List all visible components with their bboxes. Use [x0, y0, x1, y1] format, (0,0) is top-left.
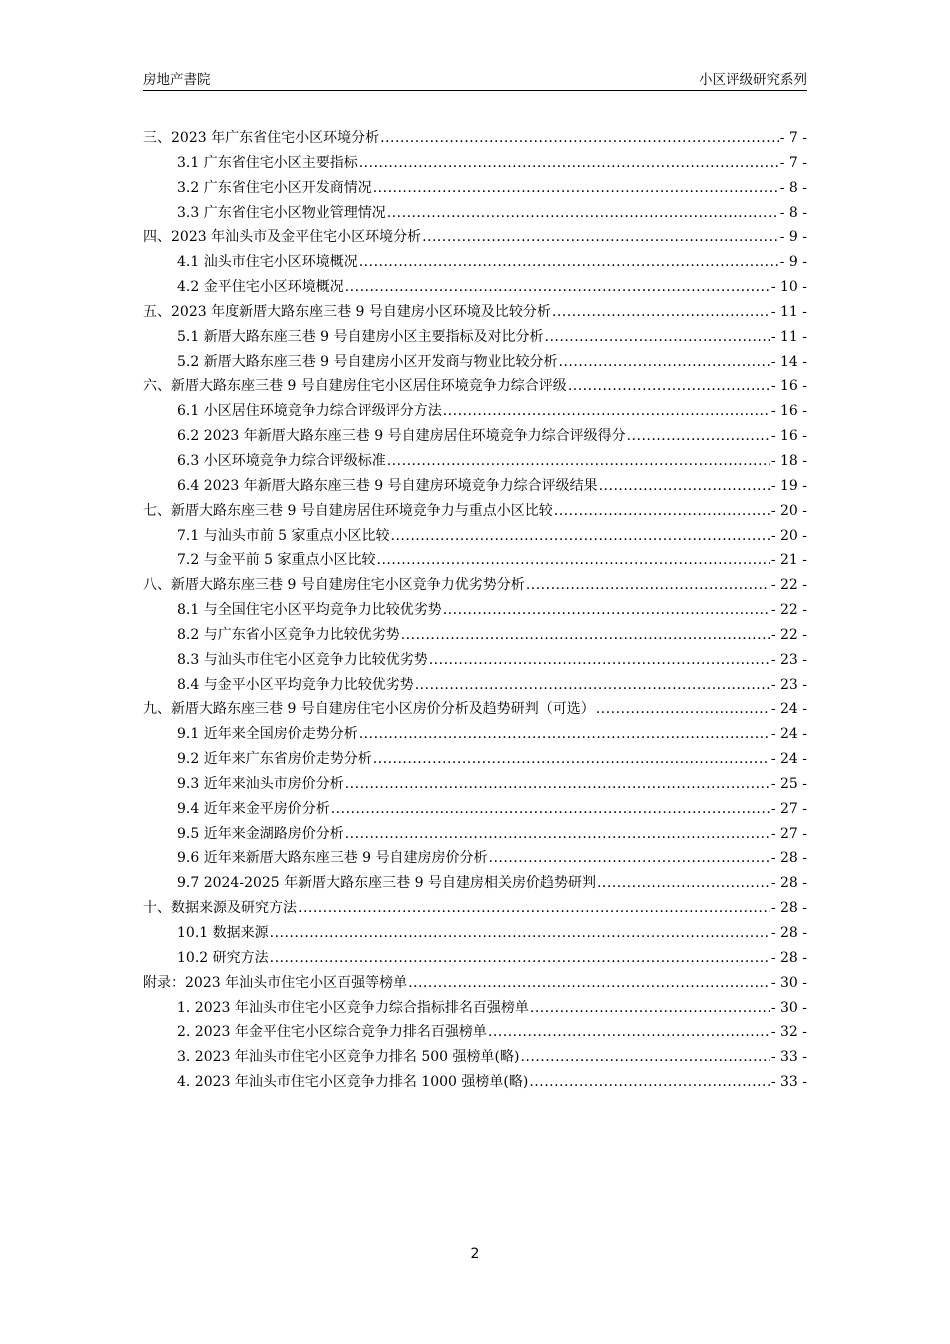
toc-dot-leader: [568, 374, 770, 399]
toc-section-entry[interactable]: [143, 797, 807, 822]
toc-dot-leader: [345, 275, 770, 300]
toc-chapter-entry[interactable]: [143, 573, 807, 598]
toc-entry-title: 9.4 近年来金平房价分析: [177, 800, 330, 817]
toc-section-entry[interactable]: [143, 275, 807, 300]
toc-entry-page: - 16 -: [770, 403, 807, 420]
toc-dot-leader: [373, 176, 779, 201]
toc-entry-title: 6.2 2023 年新厝大路东座三巷 9 号自建房居住环境竞争力综合评级得分: [177, 428, 626, 445]
toc-dot-leader: [345, 822, 770, 847]
table-of-contents: [143, 126, 807, 1095]
toc-entry-title: 6.3 小区环境竞争力综合评级标准: [177, 452, 386, 469]
toc-section-entry[interactable]: [143, 648, 807, 673]
toc-entry-page: - 7 -: [779, 130, 807, 146]
toc-dot-leader: [443, 598, 770, 623]
toc-dot-leader: [559, 350, 770, 375]
toc-entry-title: 7.2 与金平前 5 家重点小区比较: [177, 552, 376, 569]
toc-entry-page: - 20 -: [770, 527, 807, 544]
toc-entry-page: - 25 -: [770, 775, 807, 792]
toc-entry-page: - 7 -: [779, 154, 807, 171]
toc-entry-title: 九、新厝大路东座三巷 9 号自建房住宅小区房价分析及趋势研判（可选）: [143, 701, 595, 718]
toc-entry-page: - 16 -: [770, 378, 807, 395]
toc-section-entry[interactable]: [143, 151, 807, 176]
toc-entry-page: - 27 -: [770, 800, 807, 817]
toc-dot-leader: [377, 548, 770, 573]
toc-chapter-entry[interactable]: [143, 126, 807, 151]
toc-entry-title: 六、新厝大路东座三巷 9 号自建房住宅小区居住环境竞争力综合评级: [143, 378, 567, 395]
toc-dot-leader: [530, 996, 770, 1021]
toc-dot-leader: [422, 225, 779, 250]
toc-section-entry[interactable]: [143, 1045, 807, 1070]
toc-entry-page: - 23 -: [770, 651, 807, 668]
toc-section-entry[interactable]: [143, 449, 807, 474]
toc-section-entry[interactable]: [143, 399, 807, 424]
toc-entry-page: - 28 -: [770, 925, 807, 941]
toc-entry-page: - 30 -: [770, 974, 807, 991]
toc-entry-title: 9.6 近年来新厝大路东座三巷 9 号自建房房价分析: [177, 850, 488, 867]
toc-entry-title: 9.7 2024-2025 年新厝大路东座三巷 9 号自建房相关房价趋势研判: [177, 875, 596, 892]
toc-chapter-entry[interactable]: [143, 499, 807, 524]
toc-chapter-entry[interactable]: [143, 374, 807, 399]
toc-section-entry[interactable]: [143, 1070, 807, 1095]
toc-dot-leader: [380, 126, 779, 151]
toc-section-entry[interactable]: [143, 747, 807, 772]
toc-entry-title: 4.1 汕头市住宅小区环境概况: [177, 254, 358, 271]
toc-entry-page: - 19 -: [770, 477, 807, 494]
toc-entry-title: 3.3 广东省住宅小区物业管理情况: [177, 204, 386, 221]
toc-dot-leader: [345, 772, 770, 797]
toc-dot-leader: [489, 846, 770, 871]
toc-entry-title: 附录：2023 年汕头市住宅小区百强等榜单: [143, 974, 408, 991]
toc-entry-page: - 27 -: [770, 825, 807, 842]
toc-dot-leader: [443, 399, 770, 424]
toc-entry-title: 5.2 新厝大路东座三巷 9 号自建房小区开发商与物业比较分析: [177, 353, 558, 370]
toc-dot-leader: [391, 524, 770, 549]
toc-entry-page: - 28 -: [770, 850, 807, 867]
toc-dot-leader: [270, 921, 770, 946]
toc-entry-title: 2. 2023 年金平住宅小区综合竞争力排名百强榜单: [177, 1024, 487, 1041]
toc-section-entry[interactable]: [143, 201, 807, 226]
toc-entry-page: - 22 -: [770, 626, 807, 643]
toc-entry-title: 8.1 与全国住宅小区平均竞争力比较优劣势: [177, 602, 442, 619]
toc-entry-title: 八、新厝大路东座三巷 9 号自建房住宅小区竞争力优劣势分析: [143, 577, 525, 594]
toc-section-entry[interactable]: [143, 673, 807, 698]
toc-entry-title: 8.2 与广东省小区竞争力比较优劣势: [177, 626, 400, 643]
toc-dot-leader: [408, 971, 770, 996]
toc-chapter-entry[interactable]: [143, 697, 807, 722]
toc-section-entry[interactable]: [143, 524, 807, 549]
toc-entry-page: - 28 -: [770, 949, 807, 966]
toc-entry-page: - 33 -: [770, 1049, 807, 1066]
toc-entry-title: 10.1 数据来源: [177, 925, 269, 941]
toc-chapter-entry[interactable]: [143, 300, 807, 325]
toc-entry-page: - 21 -: [770, 552, 807, 569]
toc-dot-leader: [387, 201, 779, 226]
toc-entry-page: - 11 -: [770, 303, 807, 320]
toc-entry-title: 4.2 金平住宅小区环境概况: [177, 279, 344, 296]
toc-dot-leader: [415, 673, 770, 698]
toc-dot-leader: [331, 797, 770, 822]
toc-entry-page: - 24 -: [770, 726, 807, 743]
toc-entry-page: - 8 -: [779, 179, 807, 196]
toc-entry-title: 1. 2023 年汕头市住宅小区竞争力综合指标排名百强榜单: [177, 999, 529, 1016]
toc-entry-title: 3.1 广东省住宅小区主要指标: [177, 154, 358, 171]
toc-entry-title: 五、2023 年度新厝大路东座三巷 9 号自建房小区环境及比较分析: [143, 303, 551, 320]
toc-entry-page: - 20 -: [770, 502, 807, 519]
toc-entry-title: 9.2 近年来广东省房价走势分析: [177, 751, 372, 768]
header-series-title: 小区评级研究系列: [699, 72, 807, 88]
toc-entry-page: - 32 -: [770, 1024, 807, 1041]
toc-dot-leader: [298, 896, 770, 921]
toc-dot-leader: [627, 424, 770, 449]
page-number: 2: [470, 1246, 480, 1262]
toc-section-entry[interactable]: [143, 424, 807, 449]
toc-dot-leader: [520, 1045, 769, 1070]
toc-entry-page: - 23 -: [770, 676, 807, 693]
toc-entry-title: 三、2023 年广东省住宅小区环境分析: [143, 130, 380, 146]
toc-entry-title: 9.3 近年来汕头市房价分析: [177, 775, 344, 792]
toc-section-entry[interactable]: [143, 598, 807, 623]
toc-dot-leader: [387, 449, 770, 474]
toc-chapter-entry[interactable]: [143, 896, 807, 921]
toc-entry-title: 5.1 新厝大路东座三巷 9 号自建房小区主要指标及对比分析: [177, 328, 544, 345]
toc-entry-page: - 24 -: [770, 701, 807, 718]
toc-entry-page: - 33 -: [770, 1074, 807, 1091]
toc-entry-page: - 22 -: [770, 602, 807, 619]
toc-section-entry[interactable]: [143, 176, 807, 201]
toc-chapter-entry[interactable]: [143, 225, 807, 250]
toc-entry-page: - 30 -: [770, 999, 807, 1016]
toc-section-entry[interactable]: [143, 871, 807, 896]
toc-entry-title: 4. 2023 年汕头市住宅小区竞争力排名 1000 强榜单(略): [177, 1074, 529, 1091]
toc-entry-title: 3. 2023 年汕头市住宅小区竞争力排名 500 强榜单(略): [177, 1049, 520, 1066]
toc-entry-title: 3.2 广东省住宅小区开发商情况: [177, 179, 372, 196]
toc-entry-page: - 28 -: [770, 900, 807, 917]
toc-chapter-entry[interactable]: [143, 971, 807, 996]
toc-section-entry[interactable]: [143, 722, 807, 747]
toc-entry-title: 8.4 与金平小区平均竞争力比较优劣势: [177, 676, 414, 693]
toc-dot-leader: [373, 747, 770, 772]
toc-dot-leader: [529, 1070, 769, 1095]
toc-dot-leader: [526, 573, 770, 598]
toc-dot-leader: [597, 871, 770, 896]
toc-dot-leader: [359, 250, 779, 275]
toc-dot-leader: [270, 946, 770, 971]
toc-section-entry[interactable]: [143, 946, 807, 971]
toc-entry-title: 七、新厝大路东座三巷 9 号自建房居住环境竞争力与重点小区比较: [143, 502, 553, 519]
toc-entry-page: - 9 -: [779, 254, 807, 271]
toc-section-entry[interactable]: [143, 996, 807, 1021]
toc-dot-leader: [359, 151, 779, 176]
toc-entry-page: - 14 -: [770, 353, 807, 370]
toc-entry-title: 四、2023 年汕头市及金平住宅小区环境分析: [143, 229, 422, 246]
toc-dot-leader: [359, 722, 770, 747]
toc-section-entry[interactable]: [143, 846, 807, 871]
toc-section-entry[interactable]: [143, 474, 807, 499]
toc-dot-leader: [552, 300, 770, 325]
toc-dot-leader: [429, 648, 770, 673]
toc-entry-title: 十、数据来源及研究方法: [143, 900, 297, 917]
toc-entry-page: - 9 -: [779, 229, 807, 246]
header-publisher: 房地产書院: [143, 72, 211, 88]
toc-section-entry[interactable]: [143, 1020, 807, 1045]
toc-entry-page: - 22 -: [770, 577, 807, 594]
toc-entry-page: - 18 -: [770, 452, 807, 469]
toc-entry-page: - 10 -: [770, 279, 807, 296]
toc-entry-page: - 24 -: [770, 751, 807, 768]
toc-dot-leader: [554, 499, 770, 524]
toc-section-entry[interactable]: [143, 250, 807, 275]
toc-dot-leader: [599, 474, 770, 499]
toc-entry-title: 6.1 小区居住环境竞争力综合评级评分方法: [177, 403, 442, 420]
toc-section-entry[interactable]: [143, 822, 807, 847]
toc-entry-title: 7.1 与汕头市前 5 家重点小区比较: [177, 527, 390, 544]
toc-entry-page: - 28 -: [770, 875, 807, 892]
toc-entry-page: - 8 -: [779, 204, 807, 221]
toc-entry-title: 9.5 近年来金湖路房价分析: [177, 825, 344, 842]
toc-entry-title: 8.3 与汕头市住宅小区竞争力比较优劣势: [177, 651, 428, 668]
toc-entry-title: 6.4 2023 年新厝大路东座三巷 9 号自建房环境竞争力综合评级结果: [177, 477, 598, 494]
toc-dot-leader: [488, 1020, 770, 1045]
toc-section-entry[interactable]: [143, 921, 807, 946]
toc-section-entry[interactable]: [143, 325, 807, 350]
toc-entry-page: - 11 -: [770, 328, 807, 345]
toc-entry-title: 10.2 研究方法: [177, 949, 269, 966]
page-header: [143, 68, 807, 91]
toc-section-entry[interactable]: [143, 772, 807, 797]
toc-section-entry[interactable]: [143, 548, 807, 573]
toc-entry-title: 9.1 近年来全国房价走势分析: [177, 726, 358, 743]
toc-dot-leader: [401, 623, 770, 648]
toc-dot-leader: [596, 697, 770, 722]
toc-section-entry[interactable]: [143, 623, 807, 648]
toc-section-entry[interactable]: [143, 350, 807, 375]
toc-entry-page: - 16 -: [770, 428, 807, 445]
toc-dot-leader: [545, 325, 770, 350]
